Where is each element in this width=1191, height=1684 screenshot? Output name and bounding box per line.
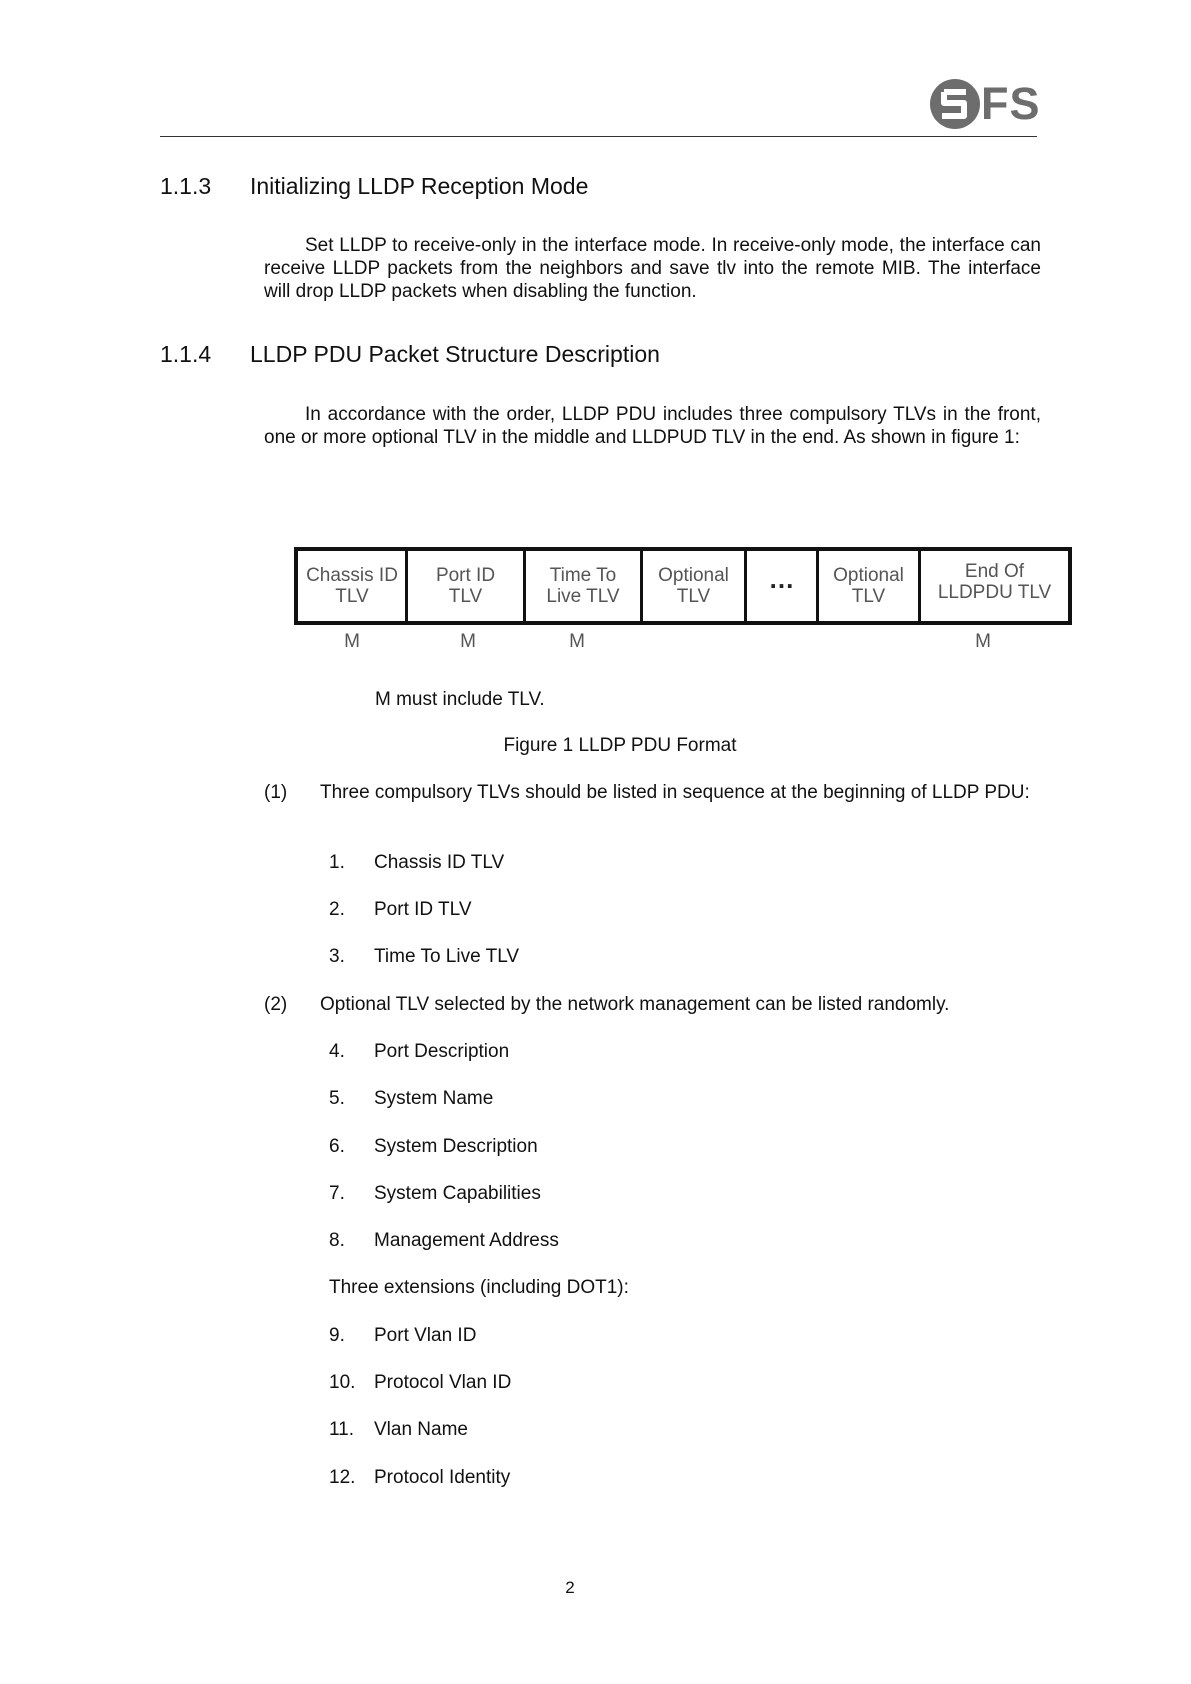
cell-line: Port ID (435, 565, 496, 586)
list-marker: (2) (264, 994, 288, 1015)
section-title: Initializing LLDP Reception Mode (250, 173, 589, 199)
section-114-body: In accordance with the order, LLDP PDU includes three compulsory TLVs in the front, one or more optional TLV in the middle and LLDPUD TLV in the end. As shown in figure 1: (264, 404, 1041, 448)
mandatory-label: M (975, 631, 991, 652)
list-2-text: Optional TLV selected by the network management can be listed randomly. (320, 994, 950, 1015)
item-text: Port Vlan ID (374, 1325, 477, 1346)
item-text: Chassis ID TLV (374, 852, 505, 873)
item-number: 6. (329, 1136, 345, 1157)
item-number: 8. (329, 1230, 345, 1251)
tlv-cell-optional-1 (643, 547, 744, 625)
item-text: Port Description (374, 1041, 510, 1062)
cell-line: LLDPDU TLV (937, 582, 1052, 603)
item-number: 11. (329, 1419, 355, 1440)
item-text: Time To Live TLV (374, 946, 520, 967)
section-113-body: Set LLDP to receive-only in the interface mode. In receive-only mode, the interface can receive LLDP packets from the neighbors and save tlv into the remote MIB. The interface will drop LLDP packets when disabling the function. (264, 235, 1041, 302)
item-number: 10. (329, 1372, 356, 1393)
header-rule (160, 136, 1037, 137)
tlv-cell-port-id (408, 547, 523, 625)
item-text: Vlan Name (374, 1419, 468, 1440)
mandatory-label: M (460, 631, 476, 652)
section-number: 1.1.4 (160, 341, 212, 367)
item-number: 5. (329, 1088, 345, 1109)
cell-line: End Of (964, 561, 1025, 582)
item-text: System Description (374, 1136, 538, 1157)
cell-line: TLV (851, 586, 886, 607)
item-text: Port ID TLV (374, 899, 472, 920)
list-marker: (1) (264, 782, 288, 803)
list-1-text: Three compulsory TLVs should be listed in sequence at the beginning of LLDP PDU: (320, 782, 1030, 803)
cell-line: TLV (335, 586, 369, 607)
item-number: 1. (329, 852, 345, 873)
item-number: 2. (329, 899, 345, 920)
item-number: 7. (329, 1183, 345, 1204)
cell-line: Live TLV (546, 586, 620, 607)
tlv-cell-end-of-lldpdu (921, 547, 1068, 625)
page-number: 2 (565, 1578, 575, 1597)
section-number: 1.1.3 (160, 173, 212, 199)
tlv-cell-time-to-live (526, 547, 640, 625)
figure-caption: Figure 1 LLDP PDU Format (503, 735, 737, 756)
item-text: Protocol Identity (374, 1467, 511, 1488)
tlv-cell-optional-2 (819, 547, 918, 625)
item-number: 12. (329, 1467, 356, 1488)
cell-line: Optional (658, 565, 729, 586)
figure-note: M must include TLV. (375, 689, 545, 710)
ellipsis: … (768, 563, 795, 594)
cell-line: TLV (448, 586, 483, 607)
item-text: System Capabilities (374, 1183, 541, 1204)
cell-line: TLV (676, 586, 711, 607)
cell-line: Time To (549, 565, 617, 586)
mandatory-label: M (344, 631, 360, 652)
logo-text: FS (981, 78, 1041, 129)
tlv-cell-chassis-id (298, 547, 406, 625)
item-text: Management Address (374, 1230, 559, 1251)
extensions-label: Three extensions (including DOT1): (329, 1277, 629, 1298)
cell-line: Optional (833, 565, 904, 586)
cell-line: Chassis ID (306, 565, 398, 586)
item-number: 9. (329, 1325, 345, 1346)
item-number: 3. (329, 946, 345, 967)
section-title: LLDP PDU Packet Structure Description (250, 341, 660, 367)
item-text: Protocol Vlan ID (374, 1372, 512, 1393)
item-number: 4. (329, 1041, 345, 1062)
tlv-cell-ellipsis (747, 547, 816, 625)
item-text: System Name (374, 1088, 494, 1109)
mandatory-label: M (569, 631, 585, 652)
